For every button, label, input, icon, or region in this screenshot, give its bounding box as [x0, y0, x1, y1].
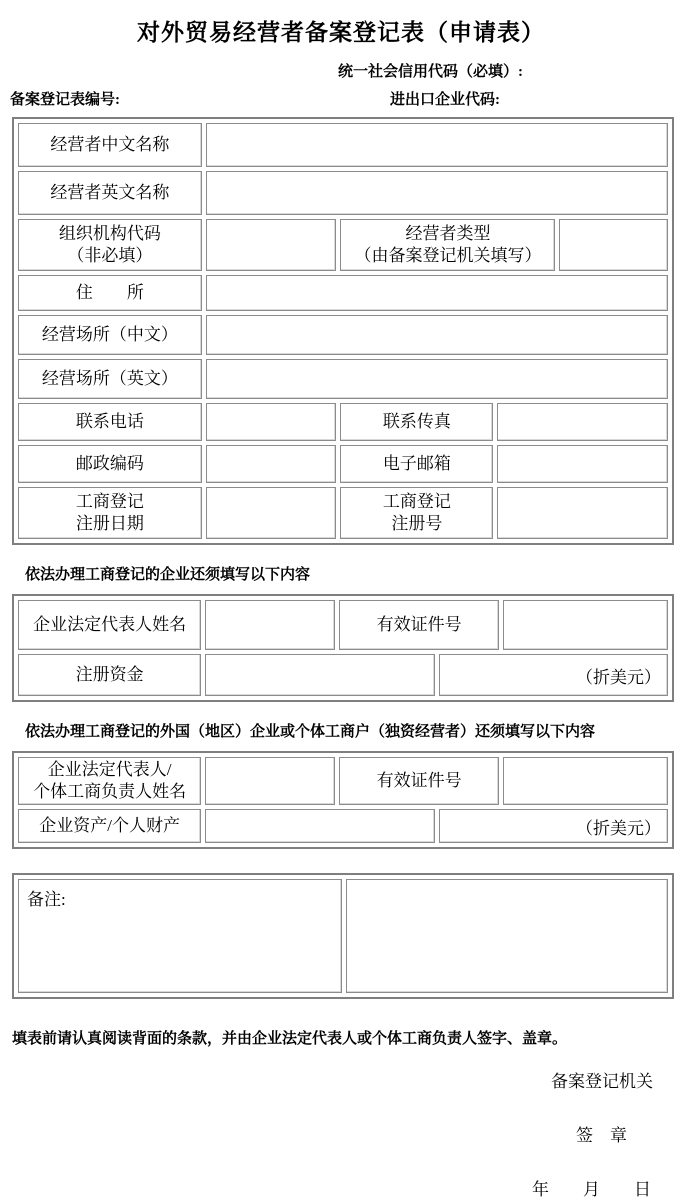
- registered-capital-label: 注册资金: [18, 654, 201, 696]
- table-row: [18, 600, 668, 650]
- field-premises-en[interactable]: [206, 359, 668, 399]
- table-row: [18, 275, 668, 311]
- field-operator-type[interactable]: [559, 219, 668, 271]
- table-row: [18, 654, 668, 696]
- field-reg-no[interactable]: [497, 487, 668, 539]
- field-operator-name-cn[interactable]: [206, 123, 668, 167]
- field-foreign-id-number[interactable]: [503, 757, 668, 805]
- foreign-id-number-label: 有效证件号: [339, 757, 498, 805]
- table-row: [18, 445, 668, 483]
- registration-authority-label: 备案登记机关: [551, 1072, 653, 1092]
- foreign-section-table: [12, 751, 674, 849]
- field-postal-code[interactable]: [206, 445, 337, 483]
- premises-cn-label: 经营场所（中文）: [18, 315, 202, 355]
- field-reg-date[interactable]: [206, 487, 337, 539]
- table-row: [18, 315, 668, 355]
- operator-name-en-label: 经营者英文名称: [18, 171, 202, 215]
- field-remarks-left[interactable]: [18, 879, 342, 993]
- domestic-section-heading: 依法办理工商登记的企业还须填写以下内容: [25, 567, 311, 583]
- field-foreign-rep-name[interactable]: [205, 757, 335, 805]
- foreign-rep-name-label: 企业法定代表人/ 个体工商负责人姓名: [18, 757, 201, 805]
- field-capital-usd[interactable]: [439, 654, 668, 696]
- import-export-code-label: 进出口企业代码:: [390, 92, 500, 108]
- usd-note: （折美元）: [576, 818, 661, 838]
- main-info-table: [12, 117, 674, 545]
- field-email[interactable]: [497, 445, 668, 483]
- field-address[interactable]: [206, 275, 668, 311]
- table-row: [18, 171, 668, 215]
- page-title: 对外贸易经营者备案登记表（申请表）: [137, 20, 545, 45]
- field-legal-rep-name[interactable]: [205, 600, 335, 650]
- remarks-label: 备注:: [27, 890, 66, 910]
- table-row: [18, 219, 668, 271]
- operator-name-cn-label: 经营者中文名称: [18, 123, 202, 167]
- table-row: [18, 879, 668, 993]
- phone-label: 联系电话: [18, 403, 202, 441]
- date-label: 年 月 日: [532, 1180, 651, 1200]
- table-row: [18, 757, 668, 805]
- address-label: 住 所: [18, 275, 202, 311]
- domestic-section-table: [12, 594, 674, 702]
- field-assets-usd[interactable]: [439, 809, 668, 843]
- credit-code-label: 统一社会信用代码（必填）:: [338, 64, 523, 80]
- operator-type-label: 经营者类型 （由备案登记机关填写）: [340, 219, 555, 271]
- field-org-code[interactable]: [206, 219, 337, 271]
- email-label: 电子邮箱: [340, 445, 493, 483]
- postal-code-label: 邮政编码: [18, 445, 202, 483]
- usd-note: （折美元）: [576, 667, 661, 687]
- signature-seal-label: 签 章: [576, 1126, 627, 1146]
- field-premises-cn[interactable]: [206, 315, 668, 355]
- premises-en-label: 经营场所（英文）: [18, 359, 202, 399]
- fax-label: 联系传真: [340, 403, 493, 441]
- org-code-label: 组织机构代码 （非必填）: [18, 219, 202, 271]
- field-registered-capital[interactable]: [205, 654, 434, 696]
- field-phone[interactable]: [206, 403, 337, 441]
- field-fax[interactable]: [497, 403, 668, 441]
- field-operator-name-en[interactable]: [206, 171, 668, 215]
- id-number-label: 有效证件号: [339, 600, 498, 650]
- footer-note: 填表前请认真阅读背面的条款，并由企业法定代表人或个体工商负责人签字、盖章。: [12, 1031, 568, 1048]
- codes-line: [0, 88, 682, 106]
- field-id-number[interactable]: [503, 600, 668, 650]
- reg-no-label: 工商登记 注册号: [340, 487, 493, 539]
- field-remarks-right[interactable]: [346, 879, 668, 993]
- table-row: [18, 809, 668, 843]
- form-number-label: 备案登记表编号:: [10, 92, 120, 108]
- assets-label: 企业资产/个人财产: [18, 809, 201, 843]
- table-row: [18, 359, 668, 399]
- table-row: [18, 403, 668, 441]
- table-row: [18, 487, 668, 539]
- field-assets[interactable]: [205, 809, 434, 843]
- legal-rep-name-label: 企业法定代表人姓名: [18, 600, 201, 650]
- reg-date-label: 工商登记 注册日期: [18, 487, 202, 539]
- foreign-section-heading: 依法办理工商登记的外国（地区）企业或个体工商户（独资经营者）还须填写以下内容: [25, 724, 596, 740]
- table-row: [18, 123, 668, 167]
- remarks-table: [12, 873, 674, 999]
